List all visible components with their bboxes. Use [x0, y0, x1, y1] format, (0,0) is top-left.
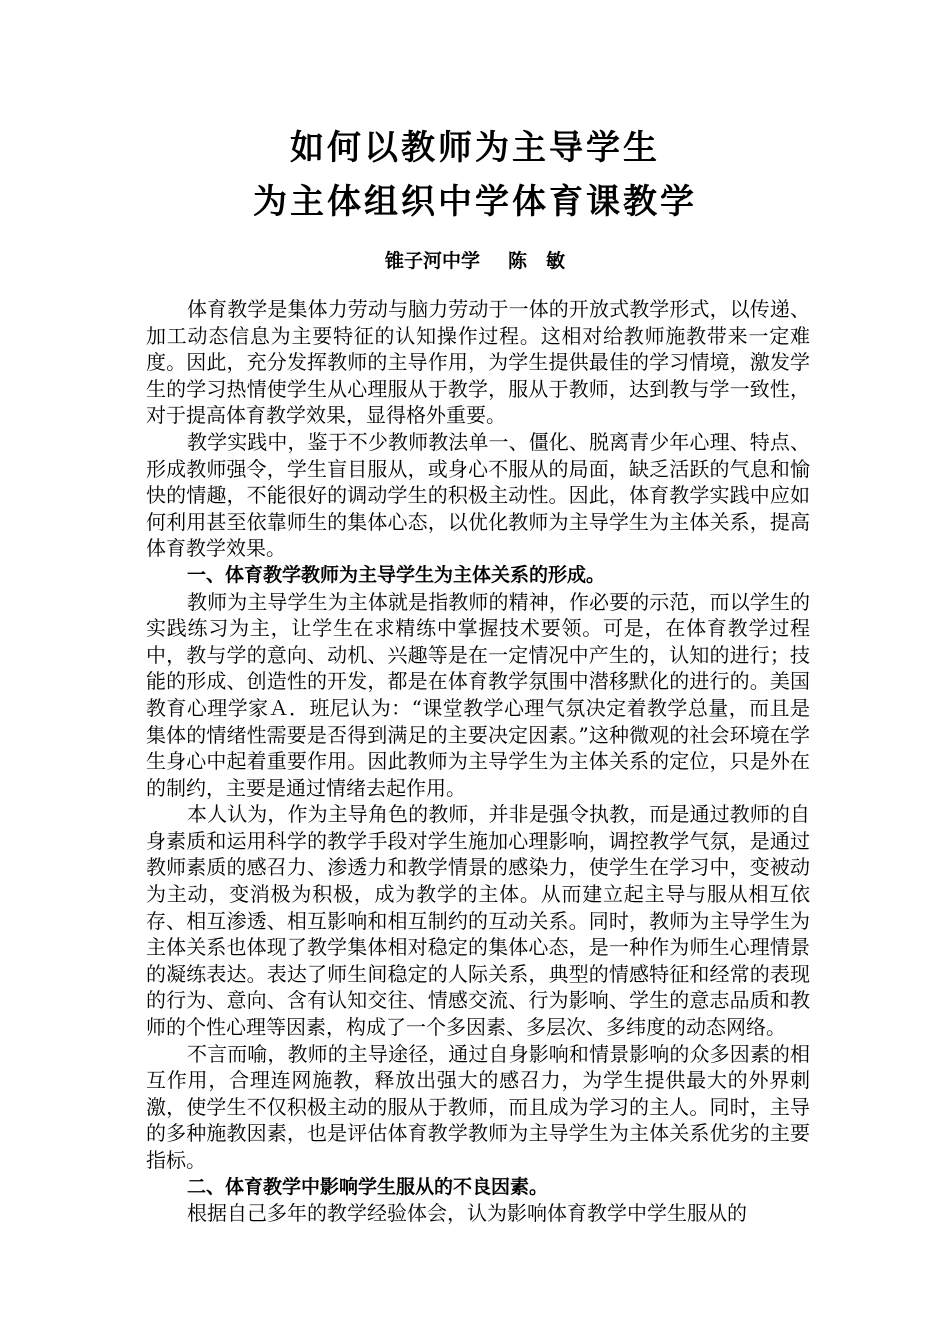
title-line-1: 如何以教师为主导学生: [290, 128, 660, 168]
paragraph: 根据自己多年的教学经验体会，认为影响体育教学中学生服从的: [187, 1201, 747, 1226]
paragraph: 本人认为，作为主导角色的教师，并非是强令执教，而是通过教师的自身素质和运用科学的教学手段对学生施加心理影响，调控教学气氛，是通过教师素质的感召力、渗透力和教学情景的感染力，使学生在学习中，变被动为主动，变消极为积极，成为教学的主体。从而建立起主导与服从相互依存、相互渗透、相互影响和相互制约的互动关系。同时，教师为主导学生为主体关系也体现了教学集体相对稳定的集体心态，是一种作为师生心理情景的凝练表达。表达了师生间稳定的人际关系，典型的情感特征和经常的表现的行为、意向、含有认知交往、情感交流、行为影响、学生的意志品质和教师的个性心理等因素，构成了一个多因素、多层次、多纬度的动态网络。: [146, 802, 810, 1040]
paragraph: 体育教学是集体力劳动与脑力劳动于一体的开放式教学形式，以传递、加工动态信息为主要特征的认知操作过程。这相对给教师施教带来一定难度。因此，充分发挥教师的主导作用，为学生提供最佳的学习情境，激发学生的学习热情使学生从心理服从于教学，服从于教师，达到教与学一致性，对于提高体育教学效果，显得格外重要。: [146, 297, 810, 428]
section-heading: 一、体育教学教师为主导学生为主体关系的形成。: [187, 563, 606, 586]
author-name: 陈 敏: [508, 250, 566, 272]
byline: [0, 249, 950, 273]
paragraph: 不言而喻，教师的主导途径，通过自身影响和情景影响的众多因素的相互作用，合理连网施教，释放出强大的感召力，为学生提供最大的外界刺激，使学生不仅积极主动的服从于教师，而且成为学习的主人。同时，主导的多种施教因素，也是评估体育教学教师为主导学生为主体关系优劣的主要指标。: [146, 1041, 810, 1172]
section-heading: 二、体育教学中影响学生服从的不良因素。: [187, 1175, 549, 1198]
article-body: [146, 296, 810, 1227]
paragraph: 教师为主导学生为主体就是指教师的精神，作必要的示范，而以学生的实践练习为主，让学生在求精练中掌握技术要领。可是，在体育教学过程中，教与学的意向、动机、兴趣等是在一定情况中产生的，认知的进行；技能的形成、创造性的开发，都是在体育教学氛围中潜移默化的进行的。美国教育心理学家Ａ．班尼认为：“课堂教学心理气氛决定着教学总量，而且是集体的情绪性需要是否得到满足的主要决定因素。”这种微观的社会环境在学生身心中起着重要作用。因此教师为主导学生为主体关系的定位，只是外在的制约，主要是通过情绪去起作用。: [146, 589, 810, 800]
paragraph: 教学实践中，鉴于不少教师教法单一、僵化、脱离青少年心理、特点、形成教师强令，学生盲目服从，或身心不服从的局面，缺乏活跃的气息和愉快的情趣，不能很好的调动学生的积极主动性。因此，体育教学实践中应如何利用甚至依靠师生的集体心态，以优化教师为主导学生为主体关系，提高体育教学效果。: [146, 429, 810, 561]
title-line-2: 为主体组织中学体育课教学: [253, 182, 697, 222]
school-name: 锥子河中学: [384, 250, 480, 272]
